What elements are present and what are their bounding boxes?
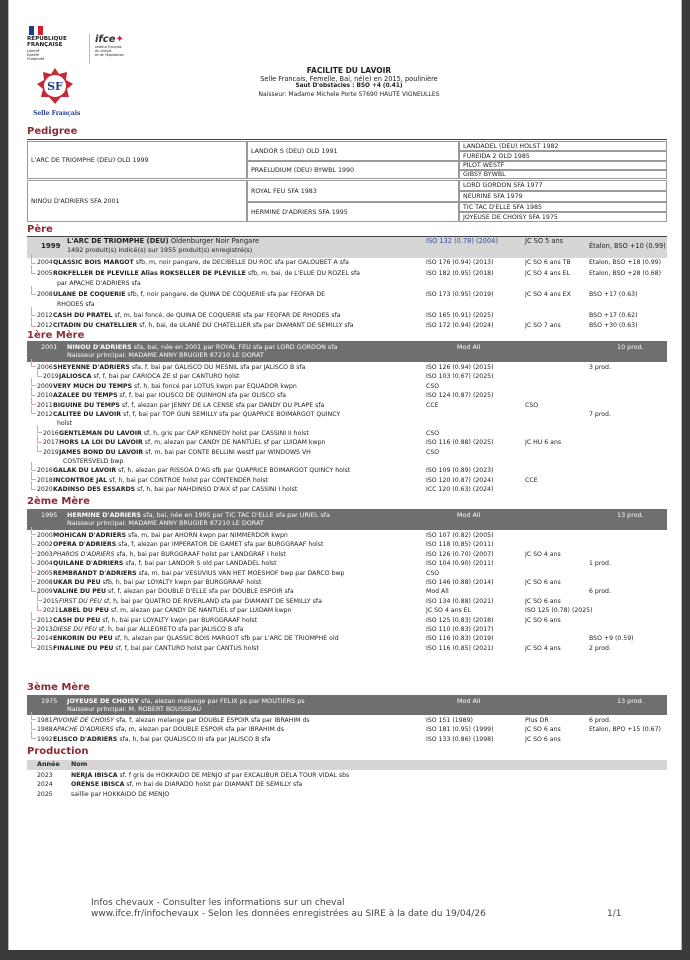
offspring-year: 2015 [37, 644, 53, 652]
offspring-name[interactable]: UKAR DU PEU [53, 579, 101, 586]
offspring-index: ISO 182 (0.95) (2018) [426, 269, 494, 277]
m2-offspring-row[interactable] [27, 569, 667, 578]
offspring-description: DIESE DU PEU sf, h, bai par ALLEGRETO sfa par JALISCO B sfa [53, 626, 244, 633]
offspring-index: Mod All [426, 588, 449, 596]
offspring-description: PIVOINE DE CHOISY sfa, f, alezan melange par DOUBLE ESPOIR sfa par IBRAHIM ds [53, 717, 310, 724]
offspring-description-cont: COSTERSVELD bwp [63, 457, 124, 465]
offspring-index: ISO 176 (0.94) (2013) [426, 259, 494, 266]
offspring-status: 3 prod. [589, 364, 611, 371]
offspring-description: BIGUINE DU TEMPS sf, f, alezan par JENNY DE LA CENSE sfa par DANDY DU PLAPE sfa [53, 401, 325, 409]
offspring-description: JAMES BOND DU LAVOIR sf, m, bai par CONTE BELLINI westf par WINDOWS VH [59, 448, 311, 456]
offspring-status: 7 prod. [589, 411, 611, 418]
tree-connector [31, 265, 36, 275]
m3-title: 3ème Mère [27, 682, 90, 693]
offspring-jc: JC SO 4 ans EX [525, 290, 571, 298]
offspring-year: 2020 [37, 486, 53, 494]
tree-connector [31, 640, 36, 648]
offspring-year: 2012 [37, 311, 53, 319]
tree-connector [37, 368, 42, 376]
offspring-description: ROKFELLER DE PLEVILLE Alias ROKSELLER DE PLEVILLE sfb, m, bai, de L'ELUE DU ROZEL sfa [53, 269, 360, 277]
m2-offspring-row[interactable] [27, 606, 667, 615]
m1-offspring-row[interactable] [27, 466, 667, 475]
offspring-description: CASH DU PRATEL sf, m, bai foncé, de QUINA DE COQUERIE sfa par FEOFAR DE RHODES sfa [53, 311, 341, 319]
offspring-description-cont: par APACHE D'ADRIERS sfa [57, 280, 141, 287]
offspring-name[interactable]: VERY MUCH DU TEMPS [53, 382, 133, 390]
offspring-year: 2012 [37, 322, 53, 329]
m1-offspring-row[interactable] [27, 448, 667, 467]
pere-offspring-row[interactable] [27, 321, 667, 332]
tree-connector [31, 397, 36, 405]
m2-offspring-row[interactable] [27, 540, 667, 549]
offspring-name[interactable]: PIVOINE DE CHOISY [53, 717, 115, 724]
tree-connector [31, 612, 36, 620]
m1-offspring-row[interactable] [27, 401, 667, 410]
tree-connector [31, 630, 36, 638]
offspring-index: ISO 118 (0.85) (2011) [426, 541, 494, 549]
tree-connector [31, 546, 36, 554]
offspring-jc: JC SO 4 ans EL [525, 269, 571, 277]
pedigree-title: Pedigree [27, 126, 78, 137]
pere-header-row[interactable]: 1999 L'ARC DE TRIOMPHE (DEU) Oldenburger Noir Pangare 1492 produit(s) indicé(s) sur 1955 produit(s) enregistré(s) ISO 132 (0.78) (2004) JC SO 5 ans Étalon, BSO +10 (0.99) [27, 237, 667, 258]
offspring-status: BSO +30 (0.63) [589, 322, 638, 329]
offspring-index: ISO 104 (0.90) (2011) [426, 560, 494, 568]
footer-link[interactable]: www.ifce.fr/infochevaux - Selon les données enregistrées au SIRE à la date du 19/04/26 [91, 909, 486, 919]
offspring-name[interactable]: PHAROS D'ADRIERS [53, 550, 115, 558]
offspring-year: 1988 [37, 726, 53, 734]
offspring-description: GENTLEMAN DU LAVOIR sf, h, gris par CAP KENNEDY holst par CASSINI II holst [59, 429, 309, 437]
offspring-year: 2004 [37, 259, 53, 266]
offspring-name[interactable]: INCONTROE JAL [53, 476, 108, 484]
offspring-jc: CSO [525, 401, 539, 409]
offspring-index: ISO 103 (0.67) (2025) [426, 373, 494, 381]
offspring-year: 2014 [37, 635, 53, 643]
offspring-index: ISO 116 (0.83) (2019) [426, 635, 494, 643]
offspring-year: 2004 [37, 560, 53, 568]
tree-connector [31, 307, 36, 317]
offspring-name[interactable]: DIESE DU PEU [53, 626, 97, 633]
offspring-index: ISO 151 (1989) [426, 717, 473, 724]
offspring-description: CITADIN DU CHATELLIER sf, h, bai, de ULANE DU CHATELLIER sfa par DIAMANT DE SEMILLY sfa [53, 322, 354, 329]
offspring-description: FIRST DU PEU sf, h, bai par QUATRO DE RIVERLAND sfa par DIAMANT DE SEMILLY sfa [59, 597, 322, 605]
offspring-description: REMBRANDT D'ADRIERS sfa, m, bai par VESUVIUS VAN HET MOESHOF bwp par DARCO bwp [53, 569, 345, 577]
m2-offspring-row[interactable] [27, 597, 667, 606]
offspring-index: ISO 116 (0.88) (2025) [426, 439, 494, 447]
offspring-jc: ISO 125 (0.78) (2025) [525, 607, 593, 615]
offspring-description: ENKORIN DU PEU sf, h, alezan par QLASSIC BOIS MARGOT sfb par L'ARC DE TRIOMPHE old [53, 635, 339, 643]
offspring-year: 2005 [37, 269, 53, 277]
offspring-year: 2003 [37, 550, 53, 558]
m1-offspring-row[interactable] [27, 382, 667, 391]
ped-sire[interactable]: L'ARC DE TRIOMPHE (DEU) OLD 1999 [27, 141, 247, 179]
offspring-year: 2017 [43, 439, 59, 447]
tree-connector [31, 536, 36, 544]
offspring-description: CASH DU PEU sf, h, bai par LOYALTY kwpn par BURGGRAAF holst [53, 616, 258, 624]
offspring-year: 2013 [37, 626, 53, 633]
offspring-description: PHAROS D'ADRIERS sfa, h, bai par BURGGRAAF holst par LANDGRAF I holst [53, 550, 286, 558]
offspring-index: ISO 134 (0.88) (2021) [426, 597, 494, 605]
offspring-year: 2011 [37, 401, 53, 409]
offspring-description: VERY MUCH DU TEMPS sf, h, bai foncé par LOTUS kwpn par EQUADOR kwpn [53, 382, 297, 390]
offspring-year: 2019 [43, 448, 59, 456]
offspring-year: 2009 [37, 382, 53, 390]
offspring-description: ULANE DE COQUERIE sfb, f, noir pangare, de QUINA DE COQUERIE sfa par FEOFAR DE [53, 290, 326, 298]
tree-connector [37, 425, 42, 433]
tree-connector [31, 481, 36, 489]
offspring-name[interactable]: QLASSIC BOIS MARGOT [53, 259, 134, 266]
m1-offspring-row[interactable] [27, 476, 667, 485]
tree-connector [31, 387, 36, 395]
offspring-description: VALINE DU PEU sf, f, alezan par DOUBLE D'ELLE sfa par DOUBLE ESPOIR sfa [53, 588, 294, 596]
offspring-index: CSO [426, 429, 440, 437]
production-year: 2023 [37, 772, 53, 779]
m2-offspring-row[interactable] [27, 644, 667, 653]
offspring-year: 2021 [43, 607, 59, 615]
offspring-name[interactable]: HORS LA LOI DU LAVOIR [59, 439, 143, 447]
tree-connector [31, 406, 36, 414]
offspring-status: Étalon, BSO +18 (0.99) [589, 259, 662, 266]
m1-offspring-list [27, 363, 667, 495]
tree-connector [31, 574, 36, 582]
offspring-description: JALIOSCA sf, f, bai par CARIOCA ZE sl par CANTURO holst [59, 373, 240, 381]
offspring-year: 2019 [43, 373, 59, 381]
svg-text:SF: SF [47, 80, 63, 93]
production-name[interactable]: NERJA IBISCA [71, 772, 118, 779]
offspring-index: ISO 107 (0.82) (2005) [426, 532, 494, 539]
m2-title: 2ème Mère [27, 496, 90, 507]
offspring-description-cont: holst [57, 420, 73, 428]
offspring-name[interactable]: FINALINE DU PEU [53, 644, 114, 652]
pere-offspring-row[interactable] [27, 258, 667, 269]
offspring-index: ISO 133 (0.86) (1998) [426, 735, 494, 743]
tree-connector [37, 593, 42, 601]
horse-name: FACILITE DU LAVOIR [306, 66, 392, 75]
production-row[interactable] [27, 790, 667, 801]
sf-shield-icon [35, 66, 75, 106]
production-year: 2024 [37, 781, 53, 789]
offspring-index: ISO 172 (0.94) (2024) [426, 322, 494, 329]
offspring-name[interactable]: ROKFELLER DE PLEVILLE Alias ROKSELLER DE PLEVILLE [53, 269, 246, 277]
offspring-year: 2012 [37, 616, 53, 624]
offspring-name[interactable]: APACHE D'ADRIERS [53, 726, 114, 734]
m1-offspring-row[interactable] [27, 429, 667, 438]
offspring-name[interactable]: QUILANE D'ADRIERS [53, 560, 124, 568]
offspring-index: ISO 120 (0.87) (2024) [426, 476, 494, 484]
tree-connector [31, 472, 36, 480]
offspring-jc: JC HU 6 ans [525, 439, 562, 447]
production-description: ORENSE IBISCA sf, m bai de DIARADO holst par DIAMANT DE SEMILLY sfa [71, 781, 303, 789]
production-list [27, 771, 667, 803]
offspring-description: KADINSO DES ESSARDS sf, h, bai par NAHDINSO D'AIX sf par CASSINI I holst [53, 486, 298, 494]
offspring-name[interactable]: BIGUINE DU TEMPS [53, 401, 120, 409]
selle-francais-logo: SF Selle Français [33, 66, 77, 126]
m2-offspring-row[interactable] [27, 531, 667, 540]
m2-offspring-row[interactable] [27, 550, 667, 559]
m1-offspring-row[interactable] [27, 410, 667, 429]
horse-header [159, 66, 539, 99]
production-title: Production [27, 746, 89, 757]
offspring-name[interactable]: CASH DU PEU [53, 616, 101, 624]
offspring-index: CSO [426, 569, 440, 577]
offspring-index: CCE [426, 401, 439, 409]
production-name[interactable]: ORENSE IBISCA [71, 781, 125, 789]
tree-connector [37, 434, 42, 442]
m2-header-row[interactable]: 1995 HERMINE D'ADRIERS sfa, bai, née en 1995 par TIC TAC D'ELLE sfa par URIEL sfa Naisseur principal: MADAME ANNY BRUGIER 87210 LE DORAT Mod All 13 prod. [27, 509, 667, 530]
offspring-description: QLASSIC BOIS MARGOT sfb, m, noir pangare, de DECIBELLE DU ROC sfa par GALOUBET A sfa [53, 259, 349, 266]
offspring-index: ISO 116 (0.85) (2021) [426, 644, 494, 652]
offspring-name[interactable]: ULANE DE COQUERIE [53, 290, 126, 298]
offspring-name[interactable]: ELISCO D'ADRIERS [53, 735, 118, 743]
ifce-logo: ifce✦ institut français du cheval et de l'équitation [89, 34, 149, 64]
ped-gp-2[interactable]: PRAELUDIUM (DEU) BYWBL 1990 [247, 161, 459, 179]
offspring-year: 1981 [37, 717, 53, 724]
ped-gp-1[interactable]: LANDOR S (DEU) OLD 1991 [247, 141, 459, 161]
offspring-description: INCONTROE JAL sf, h, bai par CONTROE holst par CONTENDER holst [53, 476, 268, 484]
document-page [8, 0, 682, 950]
m3-offspring-list [27, 716, 667, 748]
offspring-description: AZALEE DU TEMPS sf, f, bai par IOLISCO DE QUINHON sfa par OLISCO sfa [53, 392, 287, 400]
offspring-jc: JC SO 6 ans [525, 616, 561, 624]
tree-connector [31, 462, 36, 470]
offspring-index: CSO [426, 448, 440, 456]
offspring-index: ISO 126 (0.70) (2007) [426, 550, 494, 558]
offspring-name[interactable]: OPERA D'ADRIERS [53, 541, 117, 549]
m1-offspring-row[interactable] [27, 485, 667, 494]
production-year: 2025 [37, 790, 53, 798]
offspring-status: BSO +17 (0.63) [589, 290, 638, 298]
offspring-description: MOHICAN D'ADRIERS sfa, m, bai par AHORN kwpn par NIMMERDOR kwpn [53, 532, 288, 539]
m3-header-row[interactable]: 1975 JOYEUSE DE CHOISY sfa, alezan mélange par FELIX ps par MOUTIERS ps Naisseur principal: M. ROBERT BOUSSEAU Mod All 13 prod. [27, 695, 667, 715]
offspring-name[interactable]: JALIOSCA [59, 373, 92, 381]
offspring-index: JC SO 4 ans EL [426, 607, 472, 615]
offspring-name[interactable]: VALINE DU PEU [53, 588, 107, 596]
tree-connector [31, 254, 36, 264]
m3-offspring-row[interactable] [27, 716, 667, 725]
offspring-jc: JC SO 6 ans [525, 726, 561, 734]
tree-connector [31, 378, 36, 386]
offspring-status: Étalon, BSO +28 (0.68) [589, 269, 662, 277]
offspring-index: ISO 124 (0.87) (2025) [426, 392, 494, 400]
offspring-jc: Plus DR [525, 717, 549, 724]
ped-ggp-6[interactable]: NEURINE SFA 1979 [459, 191, 667, 202]
offspring-index: ISO 125 (0.83) (2018) [426, 616, 494, 624]
offspring-description-cont: RHODES sfa [57, 301, 95, 308]
ped-gp-4[interactable]: HERMINE D'ADRIERS SFA 1995 [247, 202, 459, 222]
ped-ggp-3[interactable]: PILOT WESTF [459, 161, 667, 170]
m1-offspring-row[interactable] [27, 391, 667, 400]
offspring-name[interactable]: REMBRANDT D'ADRIERS [53, 569, 137, 577]
offspring-description: HORS LA LOI DU LAVOIR sf, m, alezan par CANDY DE NANTUEL sf par LUIDAM kwpn [59, 439, 326, 447]
page-number: 1/1 [607, 909, 622, 919]
offspring-status: BSO +9 (0.59) [589, 635, 634, 643]
tree-connector [31, 555, 36, 563]
ped-ggp-4[interactable]: GIBSY BYWBL [459, 170, 667, 179]
tree-connector [31, 565, 36, 573]
tree-connector [31, 317, 36, 327]
offspring-name[interactable]: FIRST DU PEU [59, 597, 102, 605]
m1-header-row[interactable]: 2001 NINOU D'ADRIERS sfa, bai, née en 2001 par ROYAL FEU sfa par LORD GORDON sfa Naisseur principal: MADAME ANNY BRUGIER 87210 LE DORAT Mod All 10 prod. [27, 341, 667, 362]
horse-jumping-index: Saut D'obstacles : BSO +4 (0.41) [295, 83, 403, 89]
horse-breeder: Naisseur: Madame Michele Porte 57690 HAUTE VIGNEULLES [258, 90, 440, 98]
offspring-jc: JC SO 4 ans [525, 550, 561, 558]
offspring-description: SHEYENNE D'ADRIERS sfa, f, bai par GALISCO DU MESNIL sfa par JALISCO B sfa [53, 364, 306, 371]
offspring-year: 2016 [43, 429, 59, 437]
offspring-year: 2008 [37, 579, 53, 586]
pere-offspring-row[interactable] [27, 269, 667, 290]
offspring-index: ISO 165 (0.91) (2025) [426, 311, 494, 319]
m3-offspring-row[interactable] [27, 725, 667, 734]
offspring-year: 2018 [37, 476, 53, 484]
m1-offspring-row[interactable] [27, 372, 667, 381]
ped-ggp-2[interactable]: FUREIDA 2 OLD 1985 [459, 151, 667, 161]
m2-offspring-list [27, 531, 667, 671]
tree-connector [31, 527, 36, 535]
offspring-name[interactable]: SHEYENNE D'ADRIERS [53, 364, 130, 371]
offspring-status: 6 prod. [589, 717, 611, 724]
offspring-year: 1992 [37, 735, 53, 743]
offspring-description: QUILANE D'ADRIERS sfa, f, bai par LANDOR S old par LANDADEL holst [53, 560, 277, 568]
m1-offspring-row[interactable] [27, 363, 667, 372]
tree-connector [31, 583, 36, 591]
offspring-index: ICC 120 (0.63) (2024) [426, 486, 494, 494]
tree-connector [31, 721, 36, 729]
offspring-status: 1 prod. [589, 560, 611, 568]
offspring-year: 2008 [37, 290, 53, 298]
ped-gp-3[interactable]: ROYAL FEU SFA 1983 [247, 180, 459, 202]
pere-offspring-list [27, 258, 667, 334]
offspring-index: ISO 126 (0.94) (2015) [426, 364, 494, 371]
m1-title: 1ère Mère [27, 330, 85, 341]
m2-offspring-row[interactable] [27, 625, 667, 634]
tree-connector [31, 731, 36, 739]
offspring-name[interactable]: KADINSO DES ESSARDS [53, 486, 136, 494]
ped-ggp-7[interactable]: TIC TAC D'ELLE SFA 1985 [459, 202, 667, 212]
offspring-jc: CCE [525, 476, 538, 484]
offspring-description: GALAK DU LAVOIR sf, h, alezan par RISSOA D'AG sfb par QUAPRICE BOIMARGOT QUINCY holst [53, 467, 351, 475]
offspring-year: 2005 [37, 569, 53, 577]
offspring-year: 2002 [37, 541, 53, 549]
offspring-name[interactable]: MOHICAN D'ADRIERS [53, 532, 127, 539]
offspring-jc: JC SO 4 ans [525, 644, 561, 652]
offspring-year: 2006 [37, 364, 53, 371]
pere-offspring-row[interactable] [27, 311, 667, 322]
offspring-index: ISO 146 (0.88) (2014) [426, 579, 494, 586]
offspring-jc: JC SO 6 ans TB [525, 259, 571, 266]
pere-title: Père [27, 224, 53, 235]
offspring-description: UKAR DU PEU sfb, h, bai par LOYALTY kwpn par BURGGRAAF holst [53, 579, 262, 586]
offspring-index: ISO 110 (0.83) (2017) [426, 626, 494, 633]
m3-offspring-row[interactable] [27, 735, 667, 744]
tree-connector [31, 621, 36, 629]
offspring-description: ELISCO D'ADRIERS sfa, h, bai par QUALISCO III sfa par JALISCO B sfa [53, 735, 271, 743]
tree-connector [37, 444, 42, 452]
offspring-jc: JC SO 7 ans [525, 322, 561, 329]
ped-ggp-1[interactable]: LANDADEL (DEU) HOLST 1982 [459, 141, 667, 151]
ped-ggp-8[interactable]: JOYEUSE DE CHOISY SFA 1975 [459, 212, 667, 222]
ped-ggp-5[interactable]: LORD GORDON SFA 1977 [459, 180, 667, 191]
offspring-name[interactable]: JAMES BOND DU LAVOIR [59, 448, 144, 456]
offspring-year: 2010 [37, 392, 53, 400]
offspring-name[interactable]: LABEL DU PEU [59, 607, 109, 615]
offspring-name[interactable]: GENTLEMAN DU LAVOIR [59, 429, 142, 437]
offspring-name[interactable]: ENKORIN DU PEU [53, 635, 113, 643]
offspring-status: 6 prod. [589, 588, 611, 596]
m2-offspring-row[interactable] [27, 559, 667, 568]
m1-offspring-row[interactable] [27, 438, 667, 447]
pere-offspring-row[interactable] [27, 290, 667, 311]
offspring-description: FINALINE DU PEU sf, f, bai par CANTURO holst par CANTUS holst [53, 644, 259, 652]
production-description: saillie par HOKKAIDO DE MENJO [71, 790, 170, 798]
offspring-description: APACHE D'ADRIERS sfa, m, alezan par DOUBLE ESPOIR sfa par IBRAHIM ds [53, 726, 284, 734]
offspring-year: 2000 [37, 532, 53, 539]
m2-offspring-row[interactable] [27, 634, 667, 643]
m2-offspring-row[interactable] [27, 587, 667, 596]
offspring-year: 2015 [43, 597, 59, 605]
footer [91, 898, 651, 920]
offspring-name[interactable]: CITADIN DU CHATELLIER [53, 322, 138, 329]
offspring-jc: JC SO 6 ans [525, 579, 561, 586]
tree-connector [37, 602, 42, 610]
tree-connector [31, 286, 36, 296]
offspring-jc: JC SO 6 ans [525, 597, 561, 605]
offspring-year: 2016 [37, 467, 53, 475]
offspring-status: Étalon, BPO +15 (0.67) [589, 726, 661, 734]
offspring-jc: JC SO 6 ans [525, 735, 561, 743]
offspring-index: ISO 181 (0.95) (1999) [426, 726, 494, 734]
footer-line-1: Infos chevaux - Consulter les informations sur un cheval [91, 898, 345, 908]
offspring-index: ISO 173 (0.95) (2019) [426, 290, 494, 298]
horse-description: Selle Francais, Femelle, Bai, né(e) en 2015, poulinière [260, 75, 438, 83]
offspring-year: 2012 [37, 411, 53, 418]
offspring-name[interactable]: CALITEE DU LAVOIR [53, 411, 122, 418]
offspring-name[interactable]: GALAK DU LAVOIR [53, 467, 117, 475]
offspring-description: OPERA D'ADRIERS sfa, f, alezan par IMPERATOR DE GAMET sfa par BURGGRAAF holst [53, 541, 324, 549]
tree-connector [31, 359, 36, 367]
offspring-status: BSO +17 (0.62) [589, 311, 638, 319]
offspring-index: CSO [426, 382, 440, 390]
m2-offspring-row[interactable] [27, 616, 667, 625]
offspring-index: ISO 109 (0.89) (2023) [426, 467, 494, 475]
offspring-year: 2009 [37, 588, 53, 596]
offspring-status: 2 prod. [589, 644, 611, 652]
tree-connector [31, 712, 36, 720]
offspring-description: LABEL DU PEU sf, m, alezan par CANDY DE NANTUEL sf par LUIDAM kwpn [59, 607, 292, 615]
offspring-description: CALITEE DU LAVOIR sf, f, bai par TOP GUN SEMILLY sfa par QUAPRICE BOIMARGOT QUINCY [53, 411, 341, 418]
republique-francaise-logo: RÉPUBLIQUE FRANÇAISE Liberté Égalité Fraternité [27, 26, 82, 66]
ped-dam[interactable]: NINOU D'ADRIERS SFA 2001 [27, 180, 247, 222]
offspring-name[interactable]: AZALEE DU TEMPS [53, 392, 118, 400]
production-header: Année Nom [27, 760, 667, 770]
offspring-name[interactable]: CASH DU PRATEL [53, 311, 113, 319]
production-description: NERJA IBISCA sf, f gris de HOKKAIDO DE MENJO sf par EXCALIBUR DELA TOUR VIDAL sbs [71, 772, 350, 779]
m2-offspring-row[interactable] [27, 578, 667, 587]
